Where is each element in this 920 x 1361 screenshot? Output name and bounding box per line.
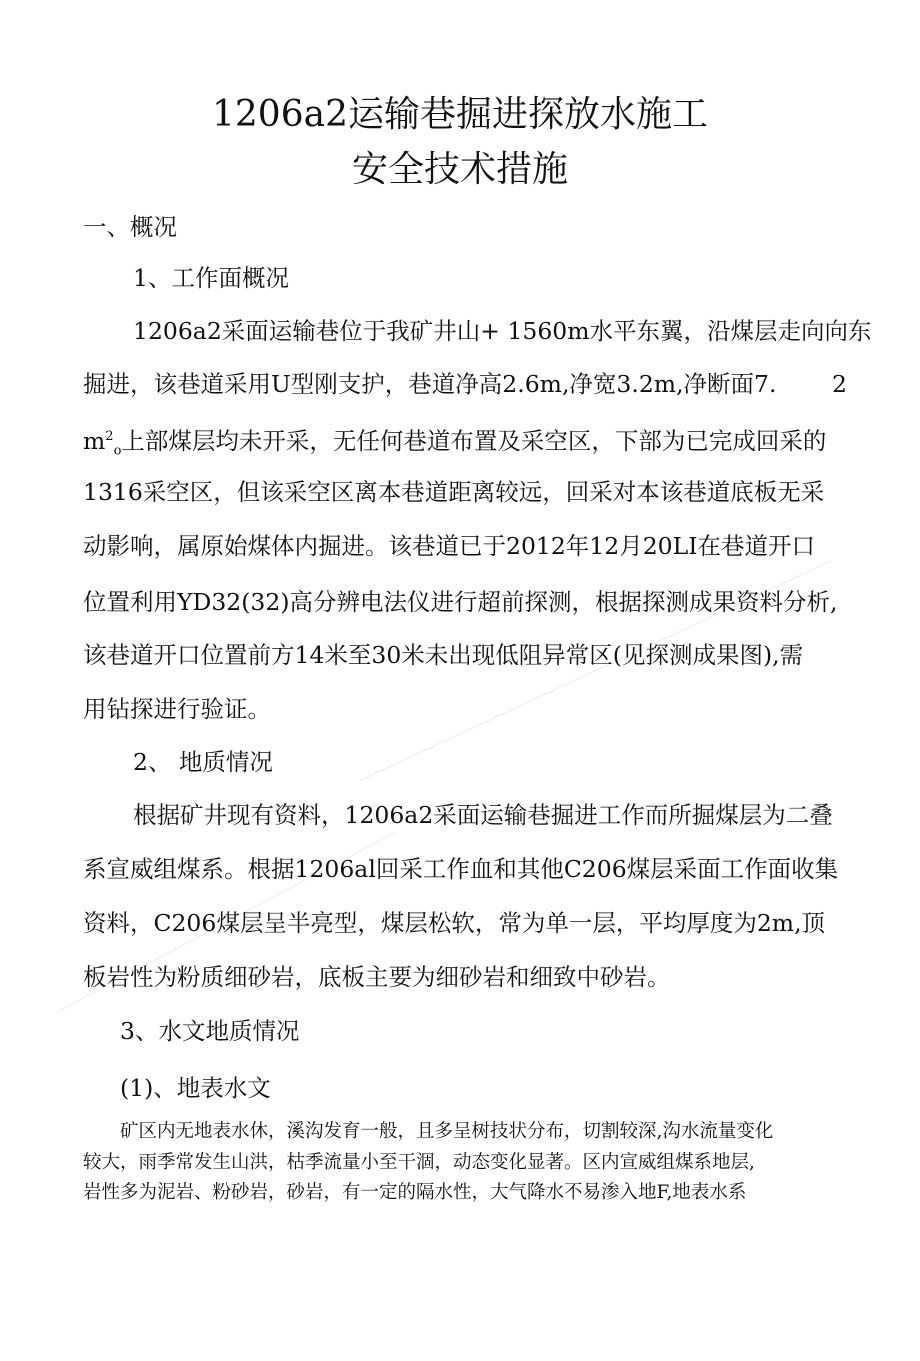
subsection-heading-workface: 1、工作面概况 bbox=[133, 264, 289, 292]
paragraph-line: 根据矿井现有资料，1206a2采面运输巷掘进工作而所掘煤层为二叠 bbox=[133, 801, 833, 829]
paragraph-line: 系宣威组煤系。根据1206al回采工作血和其他C206煤层采面工作面收集 bbox=[83, 855, 839, 883]
subsubsection-heading-surface-water: (1)、地表水文 bbox=[120, 1074, 271, 1102]
paragraph-line: 资料，C206煤层呈半亮型，煤层松软，常为单一层，平均厚度为2m,顶 bbox=[83, 909, 826, 937]
paragraph-line: 岩性多为泥岩、粉砂岩，砂岩，有一定的隔水性，大气降水不易渗入地F,地表水系 bbox=[83, 1182, 747, 1203]
subsection-heading-geology: 2、 地质情况 bbox=[133, 748, 273, 776]
paragraph-line: 动影响，属原始煤体内掘进。该巷道已于2012年12月20LI在巷道开口 bbox=[83, 532, 815, 560]
unit-m: m bbox=[83, 426, 106, 455]
paragraph-line: 掘进，该巷道采用U型刚支护，巷道净高2.6m,净宽3.2m,净断面7. bbox=[83, 370, 777, 398]
document-title-line-1: 1206a2运输巷掘进探放水施工 bbox=[212, 94, 708, 135]
paragraph-line: 1206a2采面运输巷位于我矿井山+ 1560m水平东翼，沿煤层走向向东 bbox=[133, 317, 872, 345]
document-title-line-2: 安全技术措施 bbox=[351, 149, 568, 190]
paragraph-line-fragment: 2 bbox=[832, 370, 847, 398]
paragraph-line: 该巷道开口位置前方14米至30米未出现低阻异常区(见探测成果图),需 bbox=[83, 641, 804, 669]
paragraph-text: 上部煤层均未开采，无任何巷道布置及采空区，下部为已完成回采的 bbox=[121, 426, 827, 455]
section-heading-overview: 一、概况 bbox=[83, 213, 177, 241]
paragraph-line: 矿区内无地表水休，溪沟发育一般，且多呈树技状分布，切割较深,沟水流量变化 bbox=[120, 1121, 774, 1142]
paragraph-line: 1316采空区，但该采空区离本巷道距离较远，回采对本该巷道底板无采 bbox=[83, 478, 825, 506]
unit-subscript: o bbox=[113, 443, 122, 459]
paragraph-line: 较大，雨季常发生山洪，枯季流量小至干涸，动态变化显著。区内宣威组煤系地层, bbox=[83, 1152, 755, 1173]
paragraph-line: 位置利用YD32(32)高分辨电法仪进行超前探测，根据探测成果资料分析, bbox=[83, 588, 838, 616]
paragraph-line bbox=[83, 422, 826, 467]
paragraph-line: 用钻探进行验证。 bbox=[83, 695, 271, 723]
subsection-heading-hydrogeology: 3、水文地质情况 bbox=[120, 1017, 300, 1045]
unit-superscript: 2 bbox=[105, 429, 114, 444]
paragraph-line: 板岩性为粉质细砂岩，底板主要为细砂岩和细致中砂岩。 bbox=[83, 963, 671, 991]
